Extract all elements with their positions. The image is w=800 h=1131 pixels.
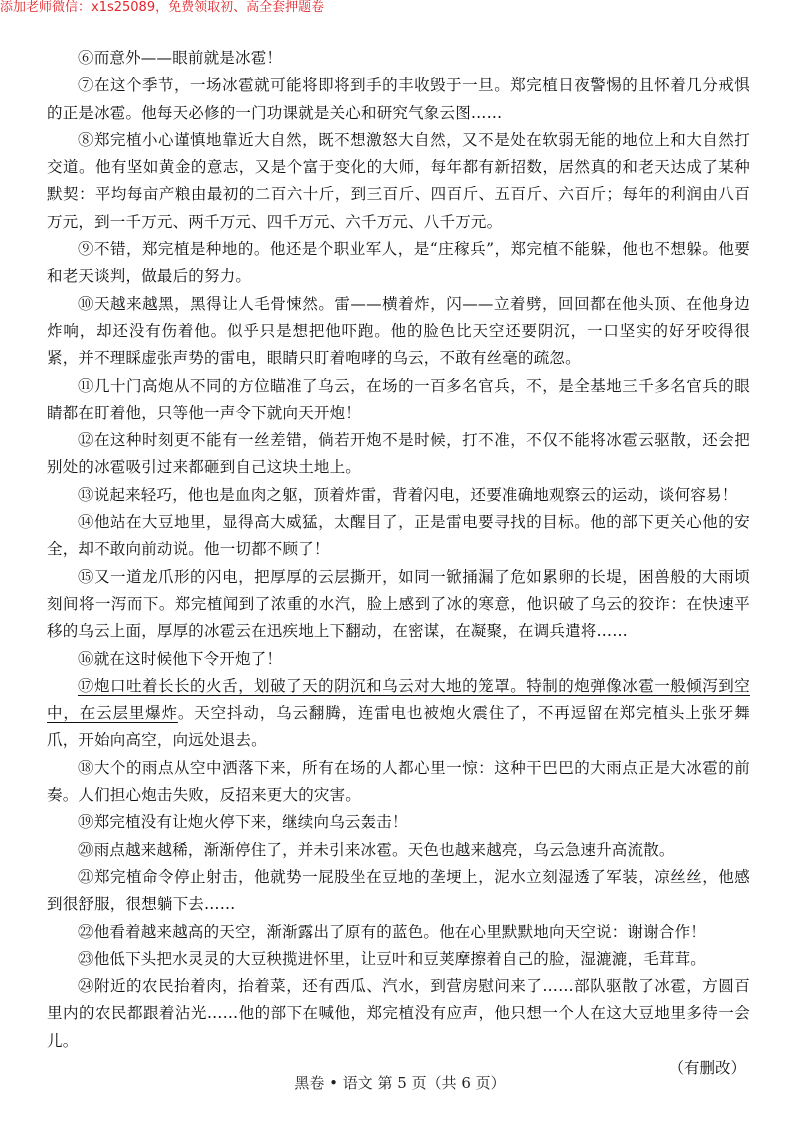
paragraph-6: ⑥而意外——眼前就是冰雹！ bbox=[78, 49, 283, 67]
abridged-note: （有删改） bbox=[668, 1058, 746, 1077]
paragraph-13: ⑬说起来轻巧，他也是血肉之躯，顶着炸雷，背着闪电，还要准确地观察云的运动，谈何容易！ bbox=[78, 485, 738, 504]
paragraph-7: ⑦在这个季节，一场冰雹就可能将即将到手的丰收毁于一旦。郑完植日夜警惕的且怀着几分戒惧的正是冰雹。他每天必修的一门功课就是关心和研究气象云图…… bbox=[47, 76, 750, 122]
page-footer: 黑卷 • 语文 第 5 页（共 6 页） bbox=[294, 1074, 506, 1092]
paragraph-8: ⑧郑完植小心谨慎地靠近大自然，既不想激怒大自然，又不是处在软弱无能的地位上和大自然打交道。他有坚如黄金的意志，又是个富于变化的大师，每年都有新招数，居然真的和老天达成了某种默契：平均每亩产粮由最初的二百六十斤，到三百斤、四百斤、五百斤、六百斤；每年的利润由八百万元，到一千万元、两千万元、四千万元、六千万元、八千万元。 bbox=[47, 130, 750, 231]
watermark-text: 添加老师微信：x1s25089，免费领取初、高全套押题卷 bbox=[0, 0, 325, 15]
paragraph-11: ⑪几十门高炮从不同的方位瞄准了乌云，在场的一百多名官兵，不，是全基地三千多名官兵的眼睛都在盯着他，只等他一声令下就向天开炮！ bbox=[47, 376, 750, 422]
paragraph-20: ⑳雨点越来越稀，渐渐停住了，并未引来冰雹。天色也越来越亮，乌云急速升高流散。 bbox=[78, 840, 675, 859]
paragraph-18: ⑱大个的雨点从空中洒落下来，所有在场的人都心里一惊：这种干巴巴的大雨点正是大冰雹的前奏。人们担心炮击失败，反招来更大的灾害。 bbox=[47, 758, 750, 805]
paragraph-17 bbox=[47, 673, 750, 755]
paragraph-24: ㉔附近的农民抬着肉，抬着菜，还有西瓜、汽水，到营房慰问来了……部队驱散了冰雹，方圆百里内的农民都跟着沾光……他的部下在喊他，郑完植没有应声，他只想一个人在这大豆地里多待一会儿。 bbox=[47, 977, 750, 1050]
paragraph-21: ㉑郑完植命令停止射击，他就势一屁股坐在豆地的垄埂上，泥水立刻湿透了军装，凉丝丝，他感到很舒服，很想躺下去…… bbox=[47, 867, 750, 914]
paragraph-22: ㉒他看着越来越高的天空，渐渐露出了原有的蓝色。他在心里默默地向天空说：谢谢合作！ bbox=[78, 922, 707, 941]
paragraph-14: ⑭他站在大豆地里，显得高大威猛，太醒目了，正是雷电要寻找的目标。他的部下更关心他的安全，却不敢向前动说。他一切都不顾了！ bbox=[47, 513, 750, 559]
paragraph-19: ⑲郑完植没有让炮火停下来，继续向乌云轰击！ bbox=[78, 813, 408, 832]
paragraph-9: ⑨不错，郑完植是种地的。他还是个职业军人，是“庄稼兵”，郑完植不能躲，他也不想躲。他要和老天谈判，做最后的努力。 bbox=[47, 240, 750, 286]
paragraph-23: ㉓他低下头把水灵灵的大豆秧揽进怀里，让豆叶和豆荚摩擦着自己的脸，湿漉漉，毛茸茸。 bbox=[78, 949, 707, 968]
paragraph-16: ⑯就在这时候他下令开炮了！ bbox=[78, 649, 283, 668]
underlined-sentence: ⑰炮口吐着长长的火舌，划破了天的阴沉和乌云对大地的笼罩。特制的炮弹像冰雹一般倾泻到空中，在云层里爆炸 bbox=[47, 676, 750, 723]
paragraph-10: ⑩天越来越黑，黑得让人毛骨悚然。雷——横着炸，闪——立着劈，回回都在他头顶、在他身边炸响，却还没有伤着他。似乎只是想把他吓跑。他的脸色比天空还要阴沉，一口坚实的好牙咬得很紧，并不理睬虚张声势的雷电，眼睛只盯着咆哮的乌云，不敢有丝毫的疏忽。 bbox=[47, 294, 750, 368]
paragraph-12: ⑫在这种时刻更不能有一丝差错，倘若开炮不是时候，打不准，不仅不能将冰雹云驱散，还会把别处的冰雹吸引过来都砸到自己这块土地上。 bbox=[47, 431, 750, 477]
paragraph-17-rest: 。天空抖动，乌云翻腾，连雷电也被炮火震住了，不再逗留在郑完植头上张牙舞爪，开始向高空，向远处退去。 bbox=[47, 704, 750, 750]
article-body bbox=[47, 45, 750, 1082]
paragraph-15: ⑮又一道龙爪形的闪电，把厚厚的云层撕开，如同一锨捅漏了危如累卵的长堤，困兽般的大雨顷刻间将一泻而下。郑完植闻到了浓重的水汽，脸上感到了冰的寒意，他识破了乌云的狡诈：在快速平移的乌云上面，厚厚的冰雹云在迅疾地上下翻动，在密谋，在凝聚，在调兵遣将…… bbox=[47, 567, 750, 641]
